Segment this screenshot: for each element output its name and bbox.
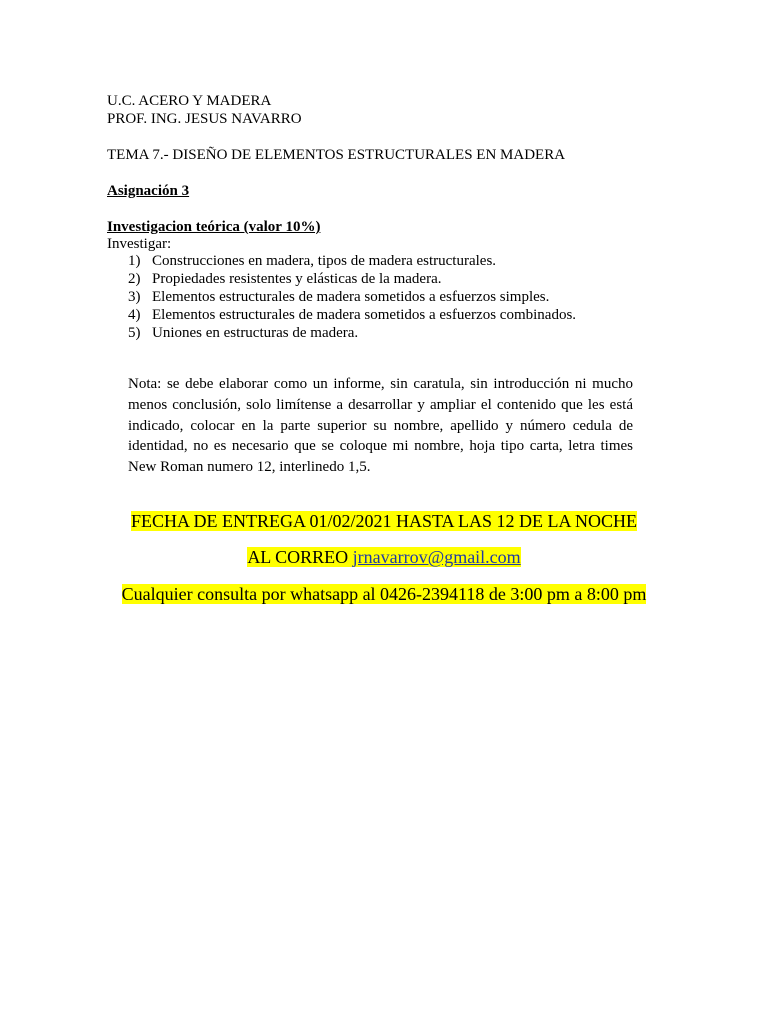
list-item-number: 4) [128,307,141,323]
contact-text: Cualquier consulta por whatsapp al 0426-2394118 de 3:00 pm a 8:00 pm [121,584,647,604]
note-paragraph: Nota: se debe elaborar como un informe, sin caratula, sin introducción ni mucho menos conclusión, solo limítense a desarrollar y ampliar el contenido que les está indicado, colocar en la parte superior su nombre, apellido y número cedula de identidad, no es necesario que se coloque mi nombre, hoja tipo carta, letra times New Roman numero 12, interlinedo 1,5. [128,376,633,476]
list-item-text: Propiedades resistentes y elásticas de la madera. [152,271,442,287]
email-link[interactable]: jrnavarrov@gmail.com [352,547,521,567]
assignment-title: Asignación 3 [107,183,190,199]
research-topics-list [128,252,576,342]
course-name: U.C. ACERO Y MADERA [107,93,272,109]
list-item [128,306,576,324]
deadline-text: FECHA DE ENTREGA 01/02/2021 HASTA LAS 12 DE LA NOCHE [130,511,638,531]
list-item [128,324,576,342]
list-item [128,270,576,288]
list-item-number: 3) [128,289,141,305]
deadline-line [0,510,768,532]
email-line [0,546,768,568]
section-title: Investigacion teórica (valor 10%) [107,219,321,235]
list-item [128,252,576,270]
list-item [128,288,576,306]
list-item-number: 2) [128,271,141,287]
professor-name: PROF. ING. JESUS NAVARRO [107,111,302,127]
contact-line [0,583,768,605]
list-item-number: 5) [128,325,141,341]
list-item-text: Elementos estructurales de madera sometidos a esfuerzos simples. [152,289,550,305]
list-item-text: Construcciones en madera, tipos de madera estructurales. [152,253,497,269]
list-item-number: 1) [128,253,141,269]
list-item-text: Elementos estructurales de madera sometidos a esfuerzos combinados. [152,307,577,323]
email-prefix: AL CORREO [247,547,353,567]
topic-title: TEMA 7.- DISEÑO DE ELEMENTOS ESTRUCTURALES EN MADERA [107,147,566,163]
list-item-text: Uniones en estructuras de madera. [152,325,359,341]
investigate-intro: Investigar: [107,236,172,252]
email-highlight [247,547,520,567]
